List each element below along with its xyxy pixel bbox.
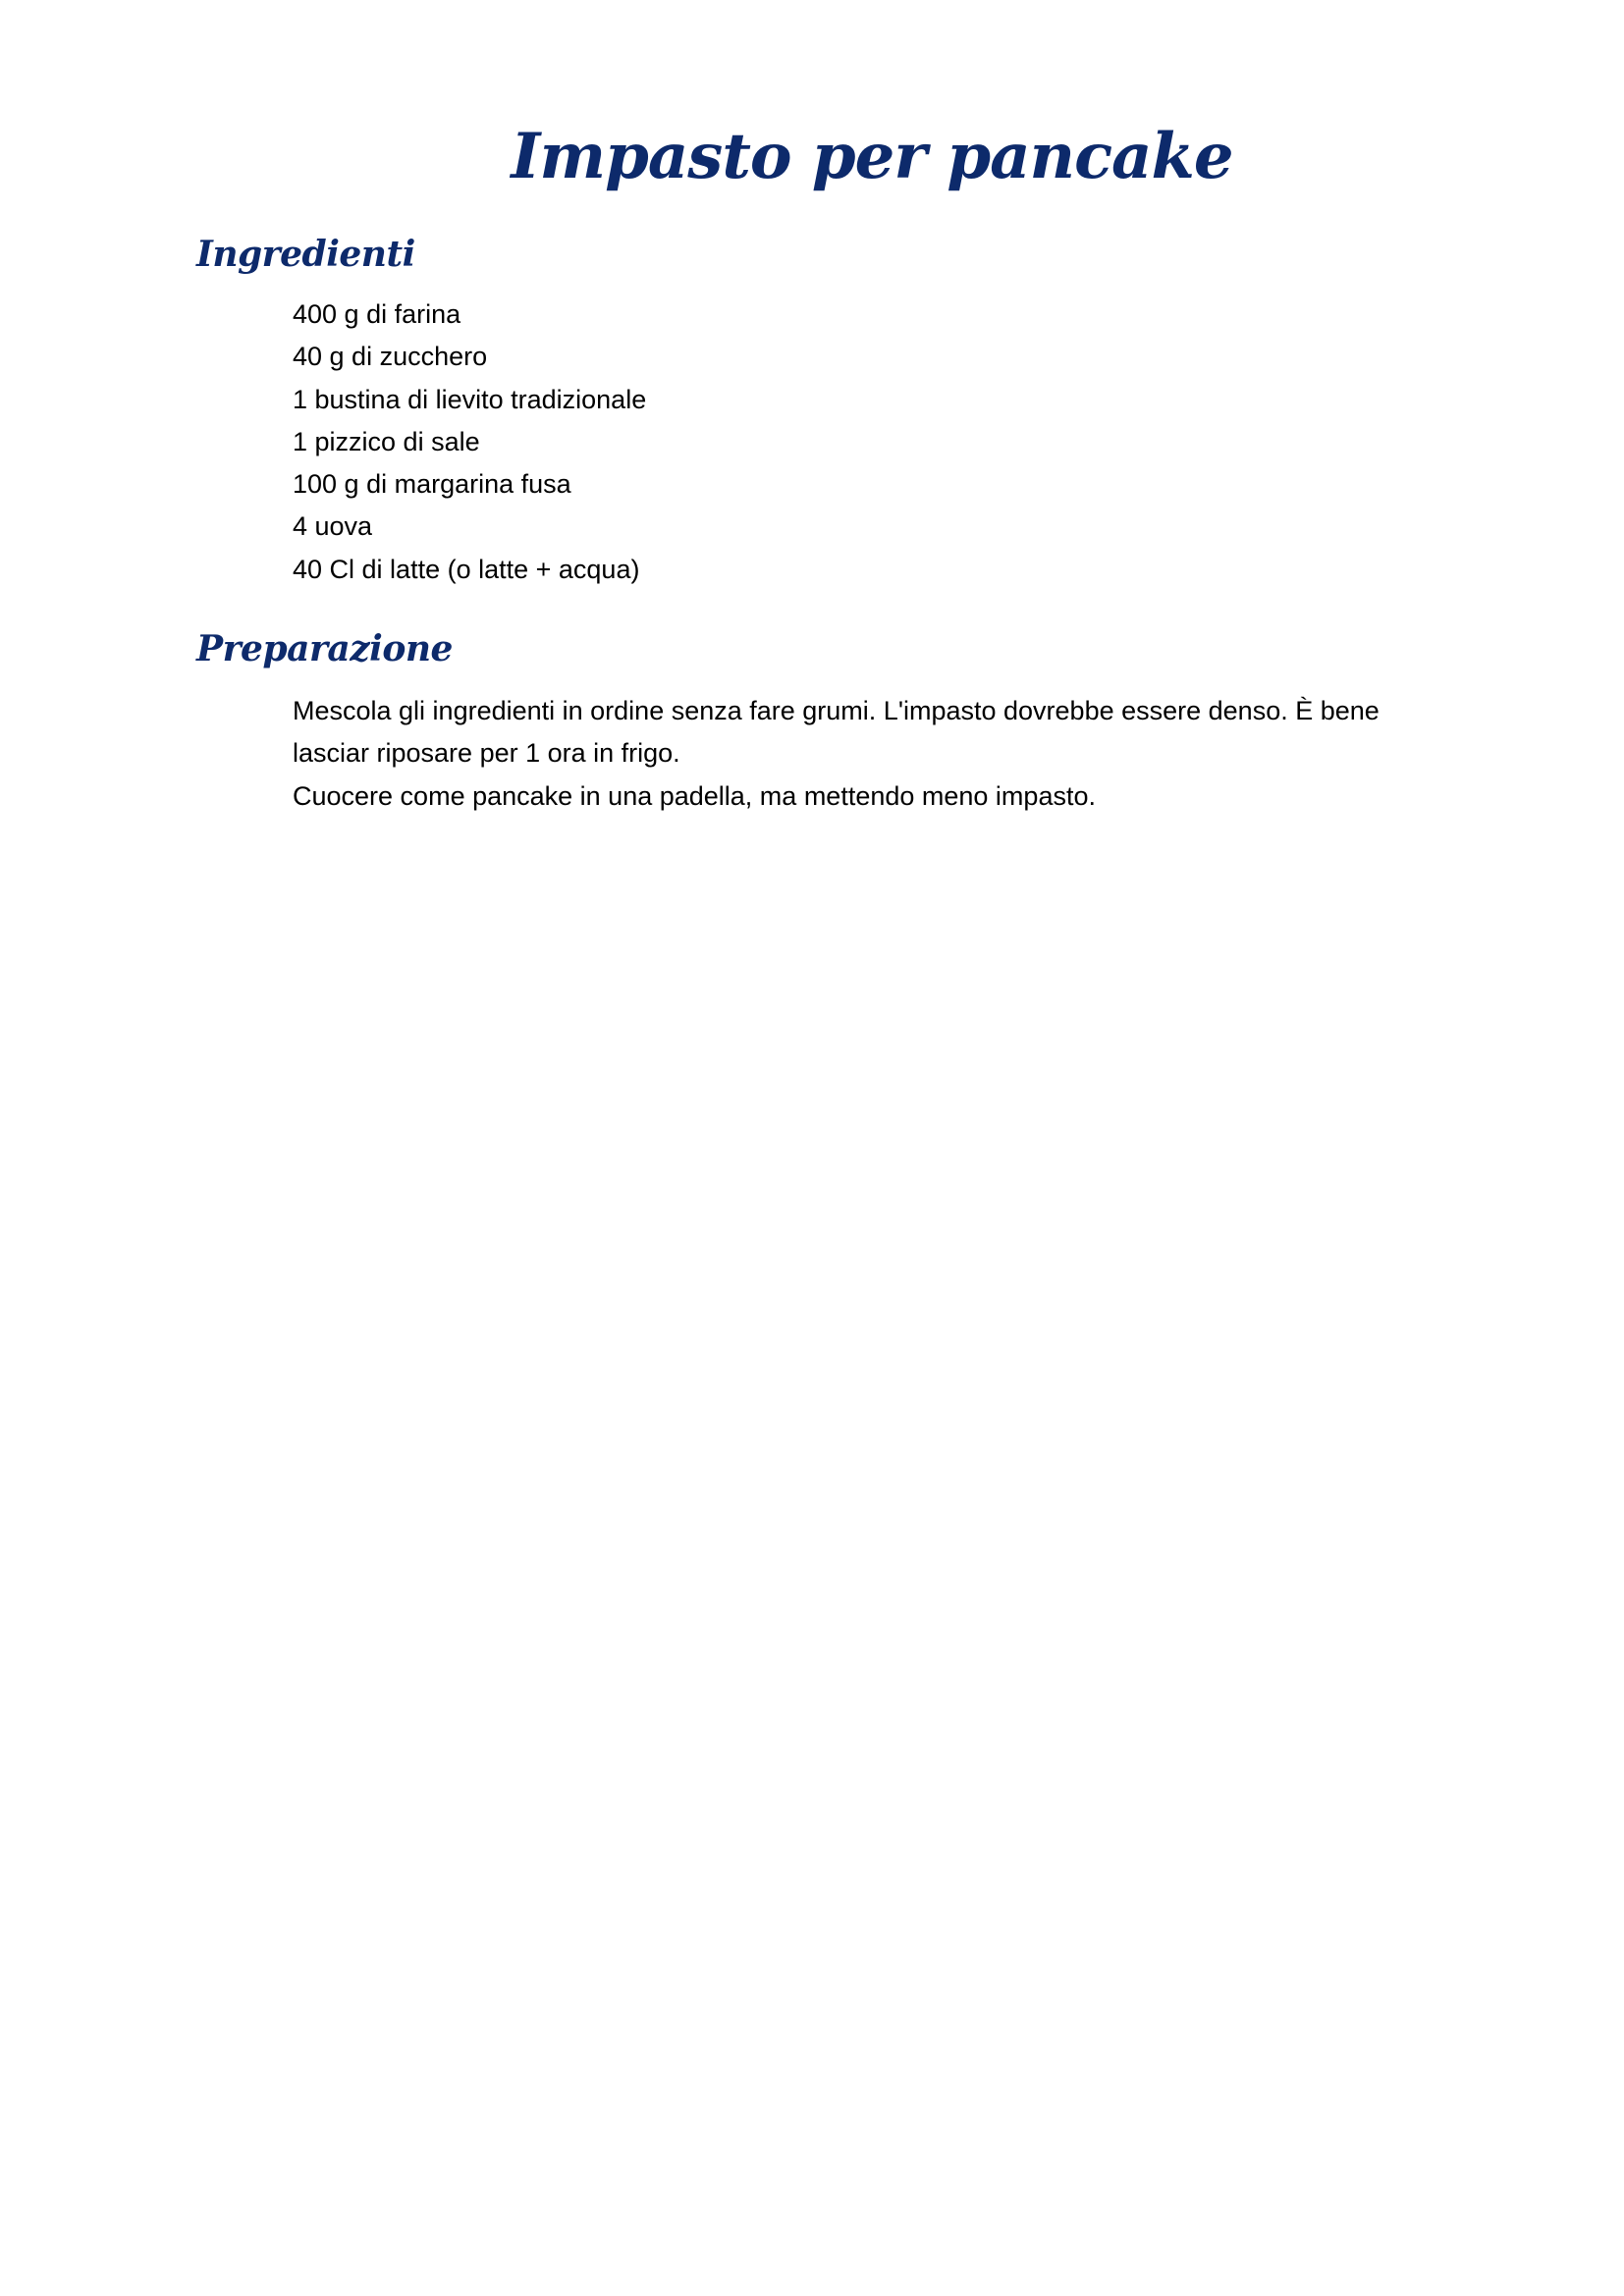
ingredient-item: 40 g di zucchero [293,342,488,372]
preparation-paragraph: Mescola gli ingredienti in ordine senza fare grumi. L'impasto dovrebbe essere denso. È bene lasciar riposare per 1 ora in frigo. [293,696,1380,769]
ingredient-item: 400 g di farina [293,299,461,329]
ingredient-item: 1 pizzico di sale [293,426,480,456]
preparation-text [293,690,1451,818]
ingredients-heading: Ingredienti [196,234,415,275]
ingredients-list [293,294,646,591]
preparation-heading: Preparazione [196,628,453,669]
preparation-paragraph: Cuocere come pancake in una padella, ma mettendo meno impasto. [293,780,1096,811]
ingredient-item: 40 Cl di latte (o latte + acqua) [293,554,640,584]
ingredient-item: 100 g di margarina fusa [293,469,571,500]
page-title: Impasto per pancake [511,120,1233,193]
ingredient-item: 4 uova [293,511,373,542]
ingredient-item: 1 bustina di lievito tradizionale [293,384,647,414]
